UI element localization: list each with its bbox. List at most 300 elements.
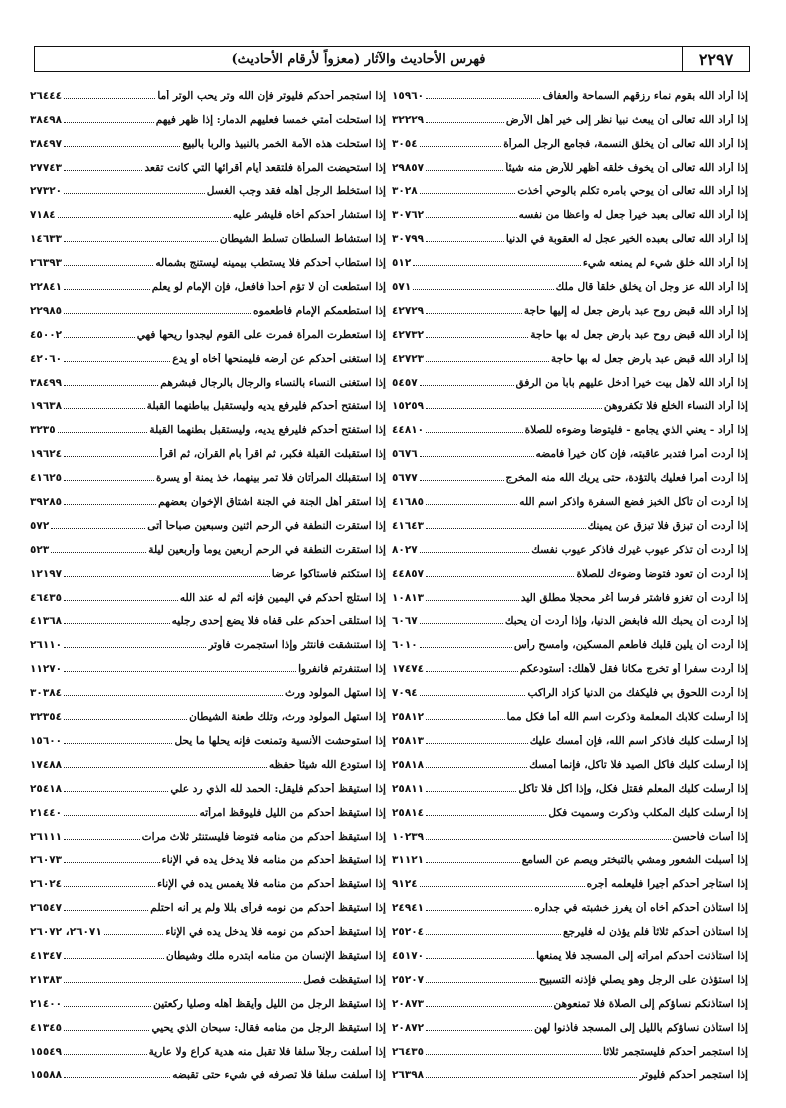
entry-text: إذا أسات فأحسن (672, 830, 748, 843)
entry-text: إذا استطعت أن لا تؤم أحداً فافعل، فإن الإمام لو يعلم (151, 281, 386, 294)
entry-text: إذا استؤذن على الرجل وهو يصلي فإذنه التسبيح (539, 973, 748, 986)
entry-text: إذا استحلت هذه الأمة الخمر بالنبيذ والربا بالبيع (182, 137, 386, 150)
index-entry (392, 152, 748, 176)
entry-text: إذا أراد الله قبض روح عبد بأرض جعل له بها حاجة (530, 328, 748, 341)
index-entry (392, 653, 748, 677)
entry-text: إذا استفتح أحدكم فليرفع يديه، وليستقبل بطنهما القبلة (149, 424, 386, 437)
index-entry (392, 319, 748, 343)
entry-text: إذا استقبلت القبلة فكبر، ثم اقرأ بأم القرآن، ثم اقرأ (159, 448, 386, 461)
leader-dots (64, 647, 206, 648)
entry-number: ٢٦٠٧٣ (30, 854, 63, 867)
entry-number: ١٧٤٧٤ (392, 663, 425, 676)
entry-number: ١٩٦٣٨ (30, 400, 63, 413)
entry-number: ٤١٣٤٥ (30, 1021, 63, 1034)
index-entry (392, 892, 748, 916)
index-entry (30, 247, 386, 271)
entry-number: ٣٩٢٨٥ (30, 496, 63, 509)
leader-dots (426, 313, 522, 314)
page-header (34, 46, 750, 72)
index-entry (392, 462, 748, 486)
entry-text: إذا استلقى أحدكم على قفاه فلا يضع إحدى رجليه (171, 615, 386, 628)
entry-number: ٣٢٣٥٤ (30, 711, 63, 724)
index-entry (392, 438, 748, 462)
entry-number: ٢٥٨١٨ (392, 758, 425, 771)
index-entry (30, 558, 386, 582)
leader-dots (420, 647, 512, 648)
entry-number: ٣٨٤٩٩ (30, 376, 63, 389)
entry-text: إذا أراد النساء الخلع فلا تكفروهن (603, 400, 748, 413)
index-entry (392, 868, 748, 892)
index-entry (30, 80, 386, 104)
index-entry (30, 677, 386, 701)
index-entry (392, 606, 748, 630)
entry-number: ٢٦٣٩٨ (392, 1069, 425, 1082)
entry-number: ٤٢٧٣٢ (392, 328, 425, 341)
entry-text: إذا استيقظ الرجل من الليل وأيقظ أهله وصليا ركعتين (153, 997, 386, 1010)
leader-dots (426, 576, 574, 577)
leader-dots (64, 791, 168, 792)
page-title: فهرس الأحاديث والآثار (معزواً لأرقام الأحاديث) (231, 51, 486, 67)
entry-text: إذا أرسلت كلبك فأكل الصيد فلا تأكل، فإنما أمسك (529, 758, 748, 771)
index-entry (392, 128, 748, 152)
leader-dots (64, 385, 158, 386)
entry-text: إذا أراد الله عز وجل أن يخلق خلقاً قال ملك (555, 281, 748, 294)
leader-dots (64, 719, 187, 720)
entry-number: ٣٠٧٩٩ (392, 233, 425, 246)
entry-number: ٤٤٨٥٧ (392, 567, 425, 580)
index-entry (30, 1060, 386, 1084)
index-entry (392, 80, 748, 104)
leader-dots (64, 289, 150, 290)
entry-number: ٢٥٨١٣ (392, 734, 425, 747)
index-entry (30, 534, 386, 558)
entry-text: إذا أسبلت الشعور ومشي بالتبختر ويصم عن السامع (521, 854, 748, 867)
index-entry (30, 797, 386, 821)
index-entry (392, 988, 748, 1012)
entry-number: ١٥٥٨٨ (30, 1069, 63, 1082)
entry-text: إذا أراد الله تعالى بعبده الخير عجل له العقوبة في الدنيا (505, 233, 748, 246)
entry-number: ٥٦٧٦ (392, 448, 418, 461)
leader-dots (413, 289, 553, 290)
index-entry (30, 1036, 386, 1060)
entry-text: إذا استيقظ الإنسان من منامه ابتدره ملك وشيطان (166, 949, 386, 962)
leader-dots (64, 170, 142, 171)
entry-text: إذا استفتح أحدكم فليرفع يديه وليستقبل بباطنهما القبلة (146, 400, 386, 413)
entry-number: ٢٤٩٤١ (392, 902, 425, 915)
entry-number: ٤٦٤٣٥ (30, 591, 63, 604)
index-entry (30, 1012, 386, 1036)
entry-number: ٢٦٠٢٤ (30, 878, 63, 891)
leader-dots (64, 600, 178, 601)
index-entry (392, 677, 748, 701)
index-entry (392, 558, 748, 582)
leader-dots (426, 934, 561, 935)
entry-text: إذا استهل المولود ورث، وتلك طعنة الشيطان (189, 711, 386, 724)
entry-number: ٢٥٢٠٤ (392, 926, 425, 939)
entry-text: إذا أردت أن يلين قلبك فأطعم المسكين، وامسح رأس (513, 639, 748, 652)
index-entry (392, 749, 748, 773)
index-entry (30, 486, 386, 510)
index-entry (30, 725, 386, 749)
entry-text: إذا أراد الله تعالى أن يوحي بأمره تكلم بالوحي أخذت (517, 185, 748, 198)
entry-text: إذا استنشقت فانتثر وإذا استجمرت فأوتر (208, 639, 386, 652)
entry-number: ٥٧٢ (30, 519, 50, 532)
entry-text: إذا استيقظ أحدكم من نومه فرأى بللا ولم ير أنه احتلم (150, 902, 386, 915)
leader-dots (64, 862, 160, 863)
leader-dots (426, 122, 504, 123)
leader-dots (426, 1054, 601, 1055)
entry-text: إذا أرسلت كلبك فاذكر اسم الله، فإن أمسك عليك (529, 734, 748, 747)
entry-text: إذا استيقظ أحدكم من منامه فلا يغمس يده في الإناء (157, 878, 386, 891)
entry-number: ١٥٩٦٠ (392, 89, 425, 102)
index-entry (30, 271, 386, 295)
index-entry (392, 773, 748, 797)
leader-dots (420, 456, 534, 457)
entry-text: إذا استأذن نساؤكم بالليل إلى المسجد فأذنوا لهن (534, 1021, 748, 1034)
entry-number: ٤٥٠٠٢ (30, 328, 63, 341)
entry-number: ٢٢٩٨٥ (30, 304, 63, 317)
entry-text: إذا استيقظ أحدكم من الليل فليوقظ امرأته (199, 806, 386, 819)
entry-text: إذا استيقظ الرجل من منامه فقال: سبحان الذي يحيي (151, 1021, 386, 1034)
index-entry (392, 247, 748, 271)
index-entry (392, 916, 748, 940)
entry-text: إذا استقرت النطفة في الرحم أربعين يوماً وأربعين ليلة (148, 543, 386, 556)
entry-text: إذا أسلفت سلفا فلا تصرفه في شيء حتى تقبضه (172, 1069, 386, 1082)
entry-number: ١٠٢٣٩ (392, 830, 425, 843)
entry-text: إذا أردت أن تذكر عيوب غيرك فاذكر عيوب نفسك (531, 543, 748, 556)
entry-number: ٤١٦٢٥ (30, 472, 63, 485)
entry-text: إذا أراد الله تعالى أن يخوف خلقه أظهر للأرض منه شيئاً (505, 161, 748, 174)
entry-number: ٤١٣٦٨ (30, 615, 63, 628)
entry-number: ١٤٦٣٣ (30, 233, 63, 246)
index-entry (30, 868, 386, 892)
leader-dots (426, 862, 520, 863)
index-entry (30, 629, 386, 653)
entry-text: إذا أراد الله خلق شيء لم يمنعه شيء (582, 257, 748, 270)
entry-text: إذا استشار أحدكم أخاه فليشر عليه (232, 209, 386, 222)
entry-text: إذا استقر أهل الجنة في الجنة اشتاق الإخوان بعضهم (158, 496, 386, 509)
leader-dots (64, 337, 135, 338)
entry-text: إذا استأذن أحدكم ثلاثاً فلم يؤذن له فليرجع (562, 926, 748, 939)
entry-text: إذا أراد الله لأهل بيت خيراً أدخل عليهم باباً من الرفق (515, 376, 748, 389)
index-entry (392, 176, 748, 200)
entry-number: ٣٨٤٩٨ (30, 113, 63, 126)
entry-text: إذا استيقظت فصل (303, 973, 386, 986)
index-entry (30, 343, 386, 367)
index-entry (30, 319, 386, 343)
leader-dots (426, 170, 503, 171)
entry-text: إذا أسلفت رجلاً سلفا فلا تقبل منه هدية كراع ولا عارية (148, 1045, 386, 1058)
entry-text: إذا أراد الله قبض عبد بأرض جعل له بها حاجة (551, 352, 748, 365)
entry-text: إذا أردت أن تعود فتوضأ وضوءك للصلاة (576, 567, 748, 580)
leader-dots (64, 982, 301, 983)
entry-number: ٢٥٨١٢ (392, 711, 425, 724)
leader-dots (64, 1006, 151, 1007)
entry-text: إذا استأذنكم نساؤكم إلى الصلاة فلا تمنعوهن (553, 997, 748, 1010)
leader-dots (64, 408, 145, 409)
entry-number: ٤٢٧٢٩ (392, 304, 425, 317)
entry-text: إذا استلج أحدكم في اليمين فإنه آثم له عند الله (179, 591, 386, 604)
index-entry (392, 582, 748, 606)
leader-dots (426, 815, 546, 816)
entry-number: ١٥٥٤٩ (30, 1045, 63, 1058)
index-entry (30, 176, 386, 200)
entry-number: ١٥٢٥٩ (392, 400, 425, 413)
entry-text: إذا استقبلك المرأتان فلا تمر بينهما، خذ يمنة أو يسرة (155, 472, 386, 485)
leader-dots (426, 528, 585, 529)
entry-text: إذا أراد الله بقوم نماء رزقهم السماحة والعفاف (542, 89, 748, 102)
entry-number: ٢٠٨٧٢ (392, 1021, 425, 1034)
index-entry (392, 940, 748, 964)
entry-text: إذا أراد - يعني الذي يجامع - فليتوضأ وضوءه للصلاة (524, 424, 748, 437)
leader-dots (64, 1077, 170, 1078)
leader-dots (58, 432, 148, 433)
index-entry (30, 438, 386, 462)
leader-dots (64, 886, 155, 887)
index-entry (30, 892, 386, 916)
index-entry (392, 223, 748, 247)
entry-text: إذا استيقظ أحدكم من منامه فلا يدخل يده في الإناء (161, 854, 386, 867)
entry-number: ٢٦٣٩٣ (30, 257, 63, 270)
entry-text: إذا أردت أن تغزو فاشتر فرسا أغر محجلا مطلق اليد (520, 591, 748, 604)
index-entry (392, 629, 748, 653)
leader-dots (426, 767, 527, 768)
entry-text: إذا أراد الله تعالى بعبد خيراً جعل له واعظا من نفسه (518, 209, 748, 222)
entry-number: ٢١٣٨٣ (30, 973, 63, 986)
entry-number: ٢٥٨١٤ (392, 806, 425, 819)
leader-dots (420, 886, 585, 887)
entry-text: إذا أراد الله قبض روح عبد بأرض جعل له إليها حاجة (523, 304, 748, 317)
index-entry (30, 152, 386, 176)
entry-text: إذا استخلط الرجل أهله فقد وجب الغسل (206, 185, 386, 198)
leader-dots (426, 98, 540, 99)
leader-dots (426, 1006, 551, 1007)
index-entry (392, 343, 748, 367)
index-entry (30, 128, 386, 152)
leader-dots (426, 408, 602, 409)
entry-number: ١٢١٩٧ (30, 567, 63, 580)
leader-dots (64, 815, 197, 816)
entry-text: إذا أرسلت كلبك المعلم فقتل فكل، وإذا أكل فلا تأكل (518, 782, 748, 795)
leader-dots (64, 265, 153, 266)
index-entry (392, 486, 748, 510)
index-entry (392, 725, 748, 749)
left-column (30, 80, 386, 1083)
entry-text: إذا أرسلت كلابك المعلمة وذكرت اسم الله أما فكل مما (506, 711, 748, 724)
entry-text: إذا أردت أمرا فعليك بالتؤدة، حتى يريك الله منه المخرج (505, 472, 748, 485)
index-entry (30, 653, 386, 677)
entry-number: ١٧٤٨٨ (30, 758, 63, 771)
entry-text: إذا استودع الله شيئاً حفظه (268, 758, 386, 771)
entry-number: ٢٦٠٧١، ٢٦٠٧٢ (30, 926, 102, 939)
entry-number: ٢٥٢٠٧ (392, 973, 425, 986)
entry-number: ٣٨٤٩٧ (30, 137, 63, 150)
leader-dots (64, 361, 170, 362)
entry-text: إذا أردت أن تأكل الخبز فضع السفرة واذكر اسم الله (519, 496, 748, 509)
index-entry (392, 701, 748, 725)
leader-dots (420, 695, 526, 696)
entry-number: ١١٢٧٠ (30, 663, 63, 676)
index-entry (30, 773, 386, 797)
index-entry (392, 1012, 748, 1036)
index-entry (30, 510, 386, 534)
entry-number: ٥٤٥٧ (392, 376, 418, 389)
leader-dots (64, 313, 251, 314)
entry-number: ٢٧٣٢٠ (30, 185, 63, 198)
entry-number: ٤٥١٧٠ (392, 949, 425, 962)
leader-dots (64, 910, 148, 911)
index-entry (392, 1036, 748, 1060)
leader-dots (426, 241, 504, 242)
leader-dots (426, 958, 534, 959)
entry-number: ٧١٨٤ (30, 209, 56, 222)
entry-number: ٤١٦٨٥ (392, 496, 425, 509)
index-entry (392, 199, 748, 223)
leader-dots (64, 98, 155, 99)
entry-text: إذا استحيضت المرأة فلتقعد أيام أقرائها التي كانت تقعد (144, 161, 386, 174)
entry-number: ٣٠٧٦٢ (392, 209, 425, 222)
entry-text: إذا أردت سفرا أو تخرج مكانا فقل لأهلك: أستودعكم (519, 663, 748, 676)
leader-dots (413, 265, 581, 266)
entry-text: إذا استغنى النساء بالنساء والرجال بالرجال فبشرهم (160, 376, 386, 389)
index-entry (392, 510, 748, 534)
entry-text: إذا استقرت النطفة في الرحم اثنين وسبعين صباحاً أتى (147, 519, 386, 532)
entry-text: إذا أرسلت كلبك المكلب وذكرت وسميت فكل (548, 806, 748, 819)
leader-dots (426, 361, 549, 362)
leader-dots (426, 791, 516, 792)
index-entry (392, 1060, 748, 1084)
index-entry (392, 295, 748, 319)
entry-number: ٤٢٠٦٠ (30, 352, 63, 365)
entry-text: إذا أراد الله تعالى أن يخلق النسمة، فجامع الرجل المرأة (503, 137, 748, 150)
leader-dots (51, 552, 146, 553)
entry-text: إذا استنفرتم فانفروا (298, 663, 386, 676)
leader-dots (426, 671, 518, 672)
index-entry (30, 845, 386, 869)
entry-number: ٢٦١١١ (30, 830, 63, 843)
entry-number: ٢٥٤١٨ (30, 782, 63, 795)
leader-dots (64, 1030, 149, 1031)
right-column (392, 80, 748, 1083)
leader-dots (64, 958, 164, 959)
index-entry (30, 295, 386, 319)
index-entry (30, 916, 386, 940)
entry-number: ٢٧٧٤٣ (30, 161, 63, 174)
index-entry (30, 414, 386, 438)
index-entry (30, 582, 386, 606)
entry-text: إذا أردت اللحوق بي فليكفك من الدنيا كزاد الراكب (527, 687, 748, 700)
leader-dots (64, 576, 270, 577)
entry-text: إذا أردت أن تبزق فلا تبزق عن يمينك (587, 519, 748, 532)
leader-dots (64, 241, 218, 242)
entry-number: ٣٠٢٨ (392, 185, 418, 198)
leader-dots (64, 743, 172, 744)
leader-dots (426, 504, 517, 505)
entry-text: إذا أردت أمرا فتدبر عاقبته، فإن كان خيراً فامضه (535, 448, 748, 461)
index-entry (30, 821, 386, 845)
leader-dots (64, 671, 296, 672)
entry-text: إذا استغنى أحدكم عن أرضه فليمنحها أخاه أو يدع (172, 352, 386, 365)
leader-dots (426, 1077, 637, 1078)
index-entry (30, 964, 386, 988)
entry-number: ٣٢٣٥ (30, 424, 56, 437)
leader-dots (426, 600, 519, 601)
index-entry (392, 414, 748, 438)
entry-number: ٣١١٢١ (392, 854, 425, 867)
index-entry (392, 534, 748, 558)
leader-dots (64, 504, 156, 505)
entry-text: إذا استجمر أحدكم فليستجمر ثلاثا (603, 1045, 748, 1058)
leader-dots (64, 695, 283, 696)
leader-dots (426, 982, 537, 983)
leader-dots (426, 743, 528, 744)
entry-number: ٣٢٢٢٩ (392, 113, 425, 126)
entry-number: ٩١٢٤ (392, 878, 418, 891)
entry-number: ٦٠٦٧ (392, 615, 418, 628)
index-entry (392, 964, 748, 988)
entry-number: ٢٩٨٥٧ (392, 161, 425, 174)
index-entry (30, 749, 386, 773)
entry-text: إذا استعطرت المرأة فمرت على القوم ليجدوا ريحها فهي (136, 328, 386, 341)
leader-dots (64, 456, 158, 457)
index-entry (30, 701, 386, 725)
leader-dots (420, 552, 530, 553)
leader-dots (64, 146, 180, 147)
entry-number: ٥٢٣ (30, 543, 50, 556)
entry-text: إذا استيقظ أحدكم من منامه فتوضأ فليستنثر ثلاث مرات (141, 830, 386, 843)
entry-text: إذا استجمر أحدكم فليوتر (639, 1069, 748, 1082)
entry-text: إذا استهل المولود ورث (285, 687, 386, 700)
index-entry (30, 104, 386, 128)
leader-dots (64, 193, 205, 194)
entry-number: ٢٦٥٤٧ (30, 902, 63, 915)
entry-text: إذا استطاب أحدكم فلا يستطب بيمينه ليستنج بشماله (155, 257, 386, 270)
leader-dots (426, 337, 528, 338)
entry-number: ٢٦٤٤٤ (30, 89, 63, 102)
entry-number: ٧٠٩٤ (392, 687, 418, 700)
entry-number: ٢٥٨١١ (392, 782, 425, 795)
entry-text: إذا استشاط السلطان تسلط الشيطان (219, 233, 386, 246)
entry-text: إذا استأذن أحدكم أخاه أن يغرز خشبته في جداره (534, 902, 748, 915)
leader-dots (64, 767, 267, 768)
index-entry (30, 199, 386, 223)
leader-dots (58, 217, 231, 218)
entry-number: ٥٦٧٧ (392, 472, 418, 485)
leader-dots (51, 528, 145, 529)
entry-text: إذا أراد الله تعالى أن يبعث نبياً نظر إلى خير أهل الأرض (505, 113, 748, 126)
entry-number: ٤٤٨١٠ (392, 424, 425, 437)
leader-dots (426, 432, 523, 433)
index-entry (392, 797, 748, 821)
entry-text: إذا استوحشت الأنسية وتمنعت فإنه يحلها ما يحل (174, 734, 386, 747)
index-entry (392, 821, 748, 845)
entry-number: ٦٠١٠ (392, 639, 418, 652)
entry-number: ١٩٦٢٤ (30, 448, 63, 461)
entry-text: إذا استحلت أمتي خمسا فعليهم الدمار: إذا ظهر فيهم (155, 113, 386, 126)
entry-number: ٢١٤٠٠ (30, 997, 63, 1010)
leader-dots (426, 1030, 532, 1031)
leader-dots (426, 719, 505, 720)
leader-dots (420, 623, 503, 624)
leader-dots (426, 217, 517, 218)
entry-number: ٢١٤٤٠ (30, 806, 63, 819)
index-entry (392, 104, 748, 128)
leader-dots (420, 193, 516, 194)
entry-text: إذا استيقظ أحدكم فليقل: الحمد لله الذي رد علي (170, 782, 386, 795)
entry-number: ٤٢٧٢٣ (392, 352, 425, 365)
index-entry (30, 988, 386, 1012)
index-entry (30, 606, 386, 630)
